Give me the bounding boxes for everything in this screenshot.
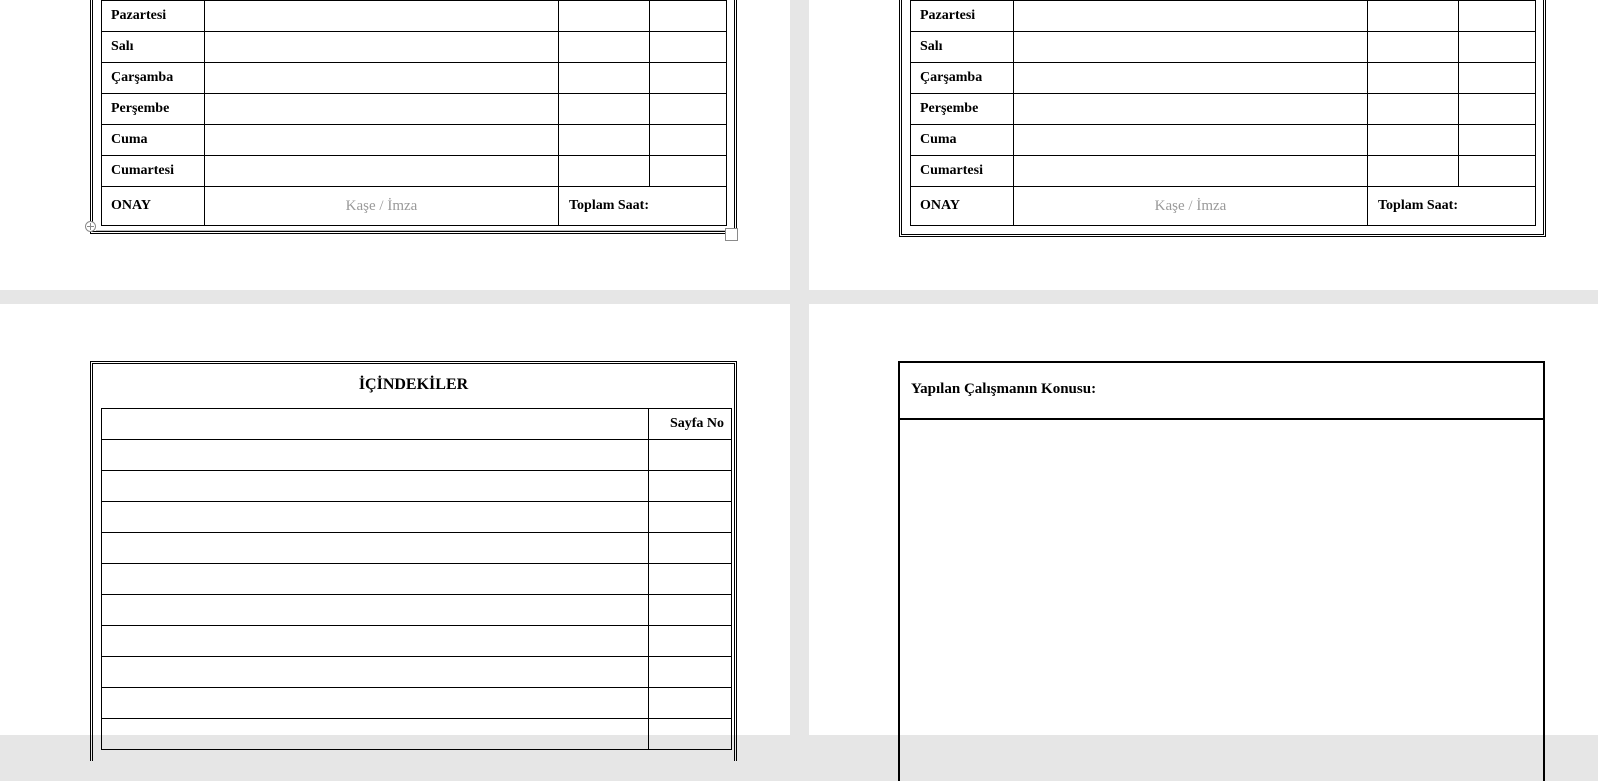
toc-entry-cell[interactable] xyxy=(102,440,649,471)
work-subject-box xyxy=(898,361,1545,781)
hours-cell[interactable] xyxy=(559,94,650,125)
approval-label[interactable]: ONAY xyxy=(911,187,1014,226)
hours-cell[interactable] xyxy=(559,125,650,156)
signature-cell[interactable] xyxy=(650,63,727,94)
toc-page-cell[interactable] xyxy=(649,564,732,595)
work-description-cell[interactable] xyxy=(1014,94,1368,125)
hours-cell[interactable] xyxy=(1368,32,1459,63)
table-row xyxy=(102,440,732,471)
work-description-cell[interactable] xyxy=(1014,63,1368,94)
table-row xyxy=(102,471,732,502)
table-row xyxy=(102,595,732,626)
weekly-log-table xyxy=(910,0,1536,226)
work-description-cell[interactable] xyxy=(205,94,559,125)
document-page-top-right xyxy=(809,0,1598,290)
table-move-handle-icon[interactable] xyxy=(85,221,96,232)
signature-cell[interactable] xyxy=(1459,1,1536,32)
signature-cell[interactable] xyxy=(1459,94,1536,125)
toc-entry-cell[interactable] xyxy=(102,471,649,502)
stamp-signature-placeholder[interactable]: Kaşe / İmza xyxy=(205,187,559,226)
toc-page-cell[interactable] xyxy=(649,440,732,471)
signature-cell[interactable] xyxy=(650,125,727,156)
toc-page-cell[interactable] xyxy=(649,502,732,533)
signature-cell[interactable] xyxy=(650,156,727,187)
signature-cell[interactable] xyxy=(1459,32,1536,63)
approval-row xyxy=(102,187,727,226)
weekly-log-frame xyxy=(90,0,737,234)
toc-page-cell[interactable] xyxy=(649,533,732,564)
toc-page-cell[interactable] xyxy=(649,471,732,502)
weekly-log-body xyxy=(102,1,727,226)
work-description-cell[interactable] xyxy=(205,32,559,63)
table-row xyxy=(102,32,727,63)
work-subject-label[interactable]: Yapılan Çalışmanın Konusu: xyxy=(911,381,1097,397)
toc-entry-cell[interactable] xyxy=(102,502,649,533)
document-page-bottom-right xyxy=(809,304,1598,735)
toc-entry-cell[interactable] xyxy=(102,409,649,440)
day-cell[interactable]: Perşembe xyxy=(911,94,1014,125)
signature-cell[interactable] xyxy=(1459,125,1536,156)
weekly-log-body xyxy=(911,1,1536,226)
work-description-cell[interactable] xyxy=(205,1,559,32)
table-row xyxy=(102,502,732,533)
table-resize-handle-icon[interactable] xyxy=(725,228,738,241)
total-hours-label[interactable]: Toplam Saat: xyxy=(1368,187,1536,226)
table-row xyxy=(102,564,732,595)
toc-page-cell[interactable] xyxy=(649,719,732,750)
table-row xyxy=(911,156,1536,187)
table-row xyxy=(102,719,732,750)
work-description-cell[interactable] xyxy=(1014,32,1368,63)
hours-cell[interactable] xyxy=(559,156,650,187)
toc-page-cell[interactable] xyxy=(649,626,732,657)
table-row xyxy=(911,63,1536,94)
signature-cell[interactable] xyxy=(650,94,727,125)
weekly-log-frame xyxy=(899,0,1546,237)
toc-page-cell[interactable] xyxy=(649,657,732,688)
table-row xyxy=(911,32,1536,63)
toc-entry-cell[interactable] xyxy=(102,719,649,750)
table-row xyxy=(102,688,732,719)
table-row xyxy=(102,657,732,688)
table-row xyxy=(911,94,1536,125)
approval-label[interactable]: ONAY xyxy=(102,187,205,226)
day-cell[interactable]: Cumartesi xyxy=(102,156,205,187)
day-cell[interactable]: Perşembe xyxy=(102,94,205,125)
toc-page-cell[interactable] xyxy=(649,688,732,719)
toc-header-row xyxy=(102,409,732,440)
hours-cell[interactable] xyxy=(559,1,650,32)
day-cell[interactable]: Çarşamba xyxy=(911,63,1014,94)
document-page-top-left xyxy=(0,0,790,290)
toc-title[interactable]: İÇİNDEKİLER xyxy=(358,376,469,393)
table-row xyxy=(102,94,727,125)
table-row xyxy=(102,626,732,657)
toc-body xyxy=(102,409,732,750)
work-description-cell[interactable] xyxy=(205,125,559,156)
signature-cell[interactable] xyxy=(1459,156,1536,187)
toc-entry-cell[interactable] xyxy=(102,533,649,564)
toc-page-cell[interactable] xyxy=(649,595,732,626)
work-description-cell[interactable] xyxy=(1014,156,1368,187)
toc-frame xyxy=(90,361,737,761)
day-cell[interactable]: Salı xyxy=(911,32,1014,63)
stamp-signature-placeholder[interactable]: Kaşe / İmza xyxy=(1014,187,1368,226)
total-hours-label[interactable]: Toplam Saat: xyxy=(559,187,727,226)
table-row xyxy=(102,156,727,187)
day-cell[interactable]: Pazartesi xyxy=(102,1,205,32)
work-description-cell[interactable] xyxy=(1014,125,1368,156)
toc-entry-cell[interactable] xyxy=(102,657,649,688)
day-cell[interactable]: Cuma xyxy=(102,125,205,156)
day-cell[interactable]: Cumartesi xyxy=(911,156,1014,187)
table-selection-line xyxy=(96,230,726,231)
page-no-header[interactable]: Sayfa No xyxy=(649,409,732,440)
signature-cell[interactable] xyxy=(1459,63,1536,94)
work-description-cell[interactable] xyxy=(1014,1,1368,32)
table-row xyxy=(911,125,1536,156)
toc-entry-cell[interactable] xyxy=(102,564,649,595)
hours-cell[interactable] xyxy=(559,63,650,94)
hours-cell[interactable] xyxy=(1368,156,1459,187)
day-cell[interactable]: Salı xyxy=(102,32,205,63)
toc-entry-cell[interactable] xyxy=(102,626,649,657)
toc-entry-cell[interactable] xyxy=(102,688,649,719)
table-row xyxy=(911,1,1536,32)
hours-cell[interactable] xyxy=(1368,94,1459,125)
work-description-cell[interactable] xyxy=(205,63,559,94)
day-cell[interactable]: Cuma xyxy=(911,125,1014,156)
hours-cell[interactable] xyxy=(1368,1,1459,32)
signature-cell[interactable] xyxy=(650,32,727,63)
table-row xyxy=(102,533,732,564)
work-subject-header xyxy=(900,363,1543,420)
weekly-log-table xyxy=(101,0,727,226)
hours-cell[interactable] xyxy=(559,32,650,63)
day-cell[interactable]: Çarşamba xyxy=(102,63,205,94)
approval-row xyxy=(911,187,1536,226)
toc-entry-cell[interactable] xyxy=(102,595,649,626)
toc-table xyxy=(101,408,732,750)
document-page-bottom-left xyxy=(0,304,790,735)
hours-cell[interactable] xyxy=(1368,63,1459,94)
table-row xyxy=(102,1,727,32)
hours-cell[interactable] xyxy=(1368,125,1459,156)
signature-cell[interactable] xyxy=(650,1,727,32)
table-row xyxy=(102,63,727,94)
work-description-cell[interactable] xyxy=(205,156,559,187)
table-row xyxy=(102,125,727,156)
day-cell[interactable]: Pazartesi xyxy=(911,1,1014,32)
